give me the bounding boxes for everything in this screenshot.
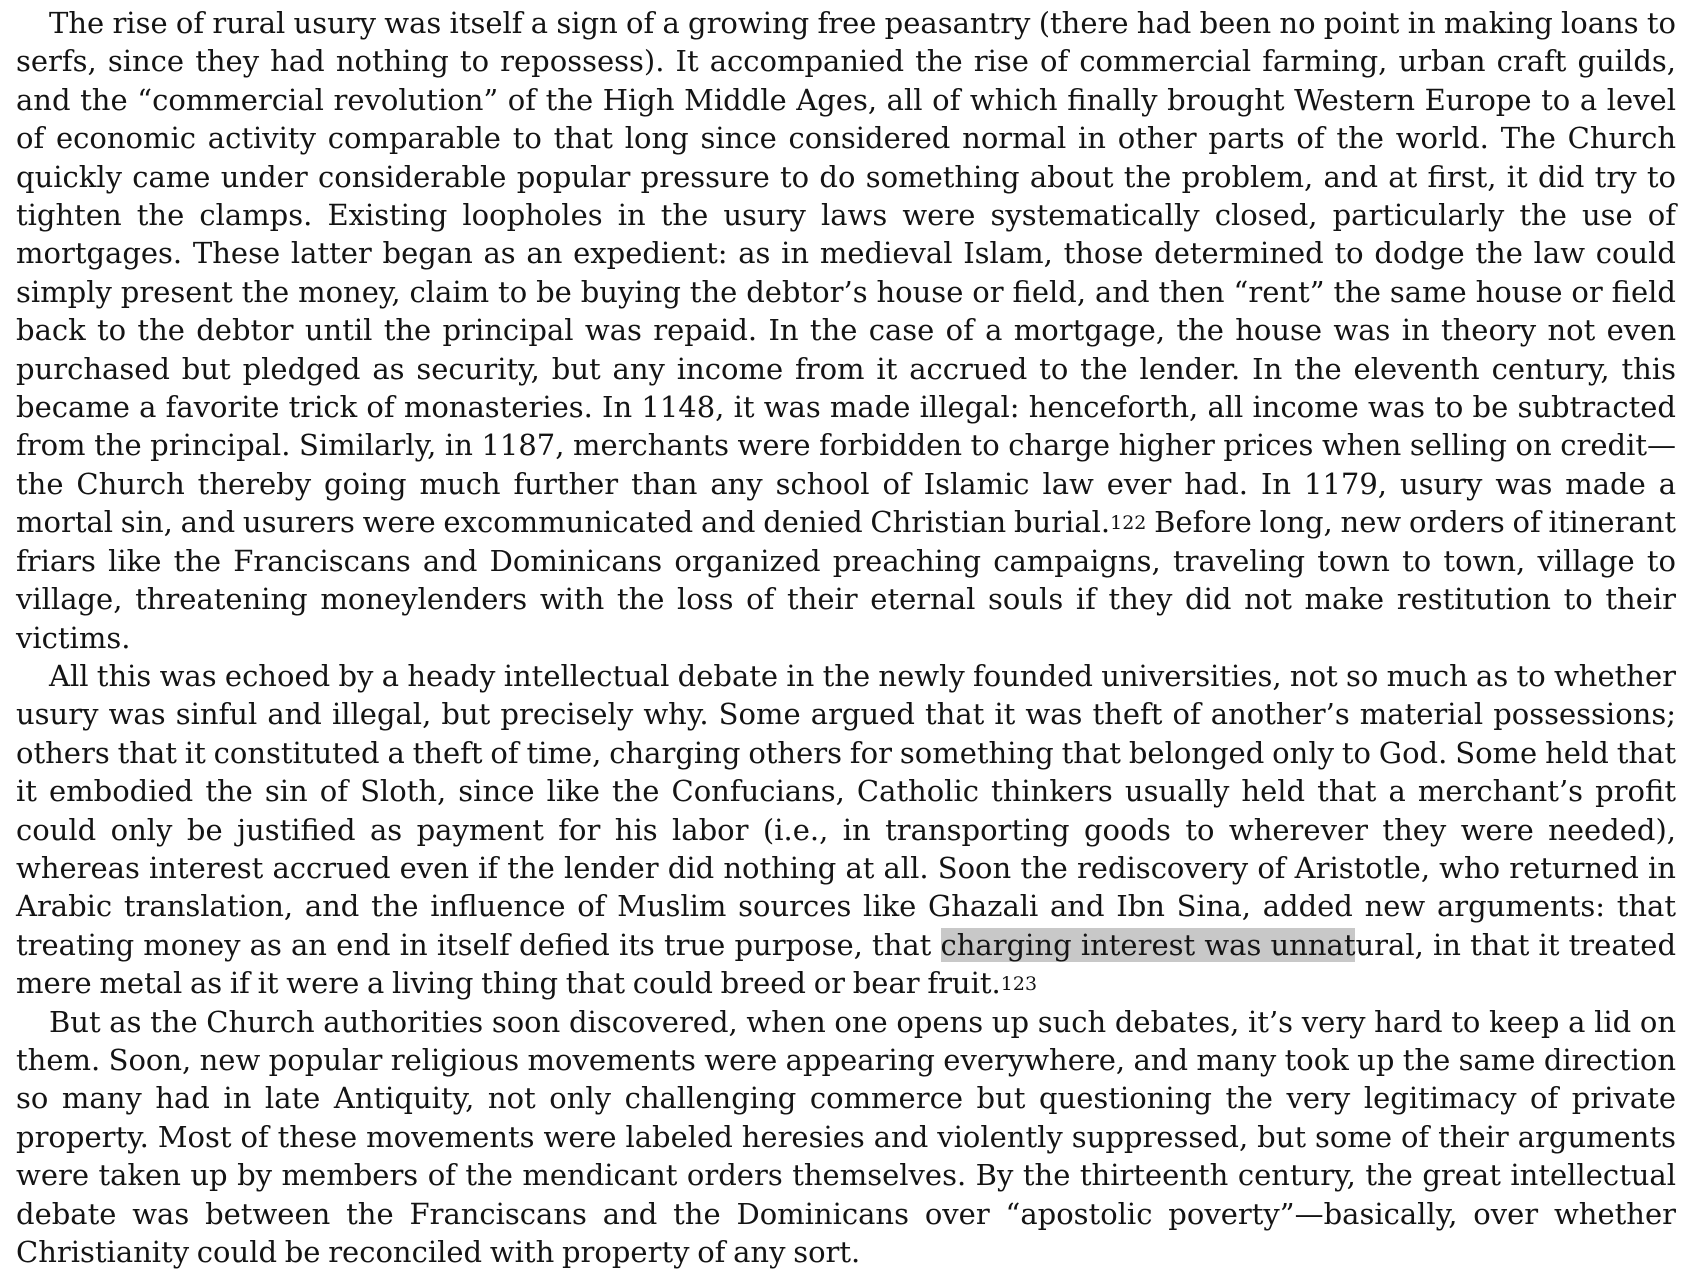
paragraph-text[interactable]: But as the Church authorities soon discovered, when one opens up such debates, it’s very hard to keep a lid on them. Soon, new popular religious movements were appearing everywhere, and many took up the same direction so many had in late Antiquity, not only challenging commerce but questioning the very legitimacy of private property. Most of these movements were labeled heresies and violently suppressed, but some of their arguments were taken up by members of the mendicant orders themselves. By the thirteenth century, the great intellectual debate was between the Franciscans and the Dominicans over “apostolic poverty”—basically, over whether Christianity could be reconciled with property of any sort. [16, 1004, 1676, 1269]
text-highlight[interactable]: charging interest was unnat [940, 927, 1356, 962]
paragraph-rural-usury[interactable] [16, 4, 1676, 657]
ebook-reader-viewport[interactable] [16, 4, 1677, 1269]
paragraph-text[interactable]: The rise of rural usury was itself a sign of a growing free peasantry (there had been no point in making loans to serfs, since they had nothing to repossess). It accompanied the rise of commercial farming, urban craft guilds, and the “commercial revolution” of the High Middle Ages, all of which finally brought Western Europe to a level of economic activity comparable to that long since considered normal in other parts of the world. The Church quickly came under considerable popular pressure to do something about the problem, and at first, it did try to tighten the clamps. Existing loopholes in the usury laws were systematically closed, particularly the use of mortgages. These latter began as an expedient: as in medieval Islam, those determined to dodge the law could simply present the money, claim to be buying the debtor’s house or field, and then “rent” the same house or field back to the debtor until the principal was repaid. In the case of a mortgage, the house was in theory not even purchased but pledged as security, but any income from it accrued to the lender. In the eleventh century, this became a favorite trick of monasteries. In 1148, it was made illegal: henceforth, all income was to be subtracted from the principal. Similarly, in 1187, merchants were forbidden to charge higher prices when selling on credit—the Church thereby going much further than any school of Islamic law ever had. In 1179, usury was made a mortal sin, and usurers were excommunicated and denied Christian burial. [16, 6, 1676, 540]
footnote-ref-122[interactable]: 122 [1110, 512, 1147, 535]
paragraph-intellectual-debate[interactable] [16, 657, 1676, 1003]
paragraph-text[interactable]: ural, in that it treated mere metal as if it were a living thing that could breed or bear fruit. [16, 927, 1677, 1001]
footnote-ref-123[interactable]: 123 [1000, 973, 1038, 996]
paragraph-text[interactable]: Before long, new orders of itinerant friars like the Franciscans and Dominicans organized preaching campaigns, traveling town to town, village to village, threatening moneylenders with the loss of their eternal souls if they did not make restitution to their victims. [16, 505, 1676, 655]
paragraph-religious-movements[interactable] [16, 1003, 1676, 1271]
paragraph-text[interactable]: All this was echoed by a heady intellectual debate in the newly founded universities, not so much as to whether usury was sinful and illegal, but precisely why. Some argued that it was theft of another’s material possessions; others that it constituted a theft of time, charging others for something that belonged only to God. Some held that it embodied the sin of Sloth, since like the Confucians, Catholic thinkers usually held that a merchant’s profit could only be justified as payment for his labor (i.e., in transporting goods to wherever they were needed), whereas interest accrued even if the lender did nothing at all. Soon the rediscovery of Aristotle, who returned in Arabic translation, and the influence of Muslim sources like Ghazali and Ibn Sina, added new arguments: that treating money as an end in itself defied its true purpose, that [16, 658, 1676, 962]
book-page [16, 4, 1676, 1271]
